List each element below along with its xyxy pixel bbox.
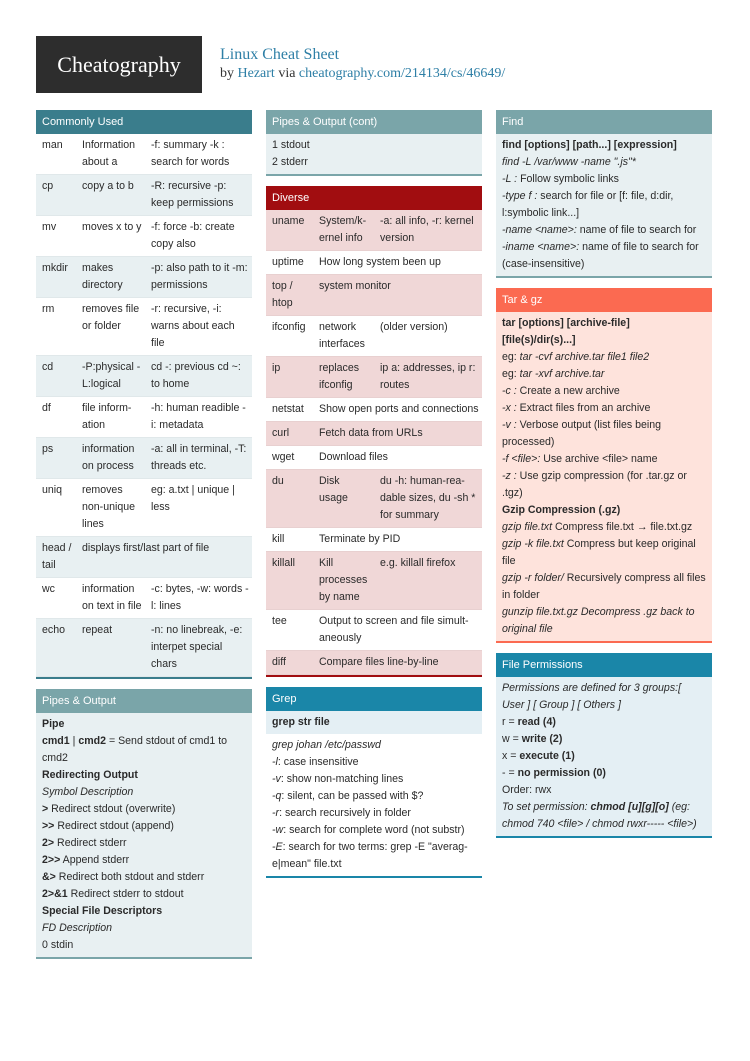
text-span: -L : xyxy=(502,173,518,185)
text-span: -z : xyxy=(502,470,517,482)
text-line: FD Description xyxy=(42,922,113,934)
description-cell: repeat xyxy=(76,619,145,677)
text-span: name of file to search for xyxy=(576,224,697,236)
text-span: -q xyxy=(272,790,282,802)
table-row xyxy=(266,251,482,275)
table-row xyxy=(36,537,252,578)
options-cell: -a: all in terminal, -T: threads etc. xyxy=(145,438,252,479)
options-cell: cd -: previous cd ~: to home xyxy=(145,356,252,397)
table-row xyxy=(266,651,482,675)
text-span: gzip file.txt xyxy=(502,521,553,533)
text-span: Use gzip compression (for .tar.gz or .tgz) xyxy=(502,470,687,499)
text-span: Extract files from an archive xyxy=(516,402,651,414)
text-span: Redirect stderr xyxy=(54,837,127,849)
text-span: tar -xvf archive.tar xyxy=(519,368,605,380)
description-cell: Compare files line-by-line xyxy=(313,651,482,675)
command-cell: cp xyxy=(36,175,76,216)
text-line xyxy=(266,822,482,839)
file-permissions-body xyxy=(496,677,712,838)
table-row xyxy=(266,210,482,251)
pipes-output-cont-section xyxy=(266,110,482,176)
description-cell: Disk usage xyxy=(313,470,374,528)
text-span: > xyxy=(42,803,49,815)
text-span: r xyxy=(502,716,506,728)
table-row xyxy=(266,610,482,651)
text-span: gzip -k file.txt xyxy=(502,538,564,550)
text-span: >> xyxy=(42,820,55,832)
description-cell: displays first/last part of file xyxy=(76,537,252,578)
tar-body xyxy=(496,312,712,643)
command-cell: uptime xyxy=(266,251,313,275)
text-line: gunzip file.txt.gz Decompress .gz back to original file xyxy=(502,606,695,635)
text-span: = xyxy=(509,733,522,745)
text-line xyxy=(496,714,712,731)
text-span: execute (1) xyxy=(519,750,575,762)
description-cell: System/kernel info xyxy=(313,210,374,251)
column-1 xyxy=(36,110,252,969)
text-span: -l xyxy=(272,756,278,768)
table-row xyxy=(36,175,252,216)
table-row xyxy=(36,257,252,298)
command-cell: mkdir xyxy=(36,257,76,298)
text-line: Special File Descriptors xyxy=(42,905,163,917)
grep-body xyxy=(266,711,482,878)
text-line: Order: rwx xyxy=(502,784,552,796)
text-span: : search recursively in folder xyxy=(279,807,411,819)
table-row xyxy=(266,446,482,470)
options-cell: (older version) xyxy=(374,316,482,357)
text-span: cmd2 xyxy=(78,735,107,747)
table-row xyxy=(266,528,482,552)
column-2 xyxy=(266,110,482,888)
text-line xyxy=(496,765,712,782)
text-line: find [options] [path...] [expression] xyxy=(502,139,677,151)
text-span: Compress file.txt → file.txt.gz xyxy=(552,521,693,533)
text-line xyxy=(496,222,712,239)
text-span: name of file to search for (case-insensitive) xyxy=(502,241,699,270)
text-span: - xyxy=(502,767,506,779)
command-cell: wget xyxy=(266,446,313,470)
text-line: Redirecting Output xyxy=(42,769,138,781)
section-title: Diverse xyxy=(266,186,482,210)
text-span: Redirect stdout (overwrite) xyxy=(48,803,176,815)
text-span: Compress but keep original file xyxy=(502,538,696,567)
text-line xyxy=(36,818,252,835)
text-line xyxy=(36,733,252,767)
text-span: = xyxy=(505,767,518,779)
description-cell: replaces ifconfig xyxy=(313,357,374,398)
text-span: Create a new archive xyxy=(516,385,620,397)
options-cell: -r: recursive, -i: warns about each file xyxy=(145,298,252,356)
command-cell: head / tail xyxy=(36,537,76,578)
text-line xyxy=(496,417,712,451)
text-span: Verbose output (list files being processed) xyxy=(502,419,661,448)
command-cell: netstat xyxy=(266,398,313,422)
grep-lines xyxy=(266,737,482,873)
table-row xyxy=(36,578,252,619)
text-line xyxy=(36,852,252,869)
description-cell: system monitor xyxy=(313,275,482,316)
text-span: 2>&1 xyxy=(42,888,68,900)
text-span: chmod [u][g][o] xyxy=(590,801,669,813)
pipes-output-section xyxy=(36,689,252,959)
command-cell: curl xyxy=(266,422,313,446)
options-cell: eg: a.txt | unique | less xyxy=(145,479,252,537)
description-cell: Fetch data from URLs xyxy=(313,422,482,446)
text-line: grep johan /etc/passwd xyxy=(272,739,381,751)
pipes-output-body xyxy=(36,713,252,959)
description-cell: network interfaces xyxy=(313,316,374,357)
text-span: 2> xyxy=(42,837,55,849)
text-line: tar [options] [archive-file] [file(s)/dir(s)...] xyxy=(502,317,630,346)
text-span: search for file or [f: file, d:dir, l:symbolic link...] xyxy=(502,190,674,219)
options-cell: -f: summary -k : search for words xyxy=(145,134,252,175)
text-line xyxy=(496,519,712,536)
text-line xyxy=(496,799,712,833)
text-line xyxy=(36,801,252,818)
text-line xyxy=(496,468,712,502)
text-span: : show non-matching lines xyxy=(280,773,404,785)
text-line xyxy=(266,805,482,822)
description-cell: Show open ports and connections xyxy=(313,398,482,422)
command-cell: ifconfig xyxy=(266,316,313,357)
diverse-table xyxy=(266,210,482,675)
byline xyxy=(220,66,505,82)
table-row xyxy=(36,356,252,397)
text-line: Pipe xyxy=(42,718,65,730)
text-line xyxy=(496,400,712,417)
text-line xyxy=(36,869,252,886)
table-row xyxy=(266,316,482,357)
text-line: find -L /var/www -name ".js"* xyxy=(502,156,636,168)
text-span: (eg: chmod 740 <file> / chmod rwxr----- <file>) xyxy=(502,801,697,830)
text-span: read (4) xyxy=(517,716,556,728)
tar-section xyxy=(496,288,712,643)
options-cell: du -h: human-readable sizes, du -sh * for summary xyxy=(374,470,482,528)
text-span: 2>> xyxy=(42,854,61,866)
diverse-section xyxy=(266,186,482,677)
site-logo[interactable]: Cheatography xyxy=(36,36,202,93)
text-line xyxy=(496,366,712,383)
text-line: 2 stderr xyxy=(272,156,308,168)
text-span: Follow symbolic links xyxy=(517,173,619,185)
text-span: -w xyxy=(272,824,284,836)
commonly-used-section xyxy=(36,110,252,679)
command-cell: cd xyxy=(36,356,76,397)
options-cell: e.g. killall firefox xyxy=(374,552,482,610)
text-span: : case insensitive xyxy=(277,756,359,768)
command-cell: tee xyxy=(266,610,313,651)
table-row xyxy=(266,357,482,398)
text-span: gzip -r folder/ xyxy=(502,572,564,584)
text-span: -name <name>: xyxy=(502,224,577,236)
text-span: Append stderr xyxy=(60,854,130,866)
sheet-url-link[interactable]: cheatography.com/214134/cs/46649/ xyxy=(298,66,506,81)
text-span: write (2) xyxy=(521,733,563,745)
section-title: File Permissions xyxy=(496,653,712,677)
text-span: tar -cvf archive.tar file1 file2 xyxy=(519,351,650,363)
text-span: -v : xyxy=(502,419,517,431)
text-span: Redirect stderr to stdout xyxy=(67,888,184,900)
text-line: 1 stdout xyxy=(272,139,310,151)
text-span: &> xyxy=(42,871,56,883)
table-row xyxy=(36,619,252,677)
text-line xyxy=(496,188,712,222)
via-label: via xyxy=(278,66,296,81)
table-row xyxy=(266,398,482,422)
command-cell: top / htop xyxy=(266,275,313,316)
text-span: eg: xyxy=(502,351,520,363)
command-cell: du xyxy=(266,470,313,528)
text-span: -E xyxy=(272,841,283,853)
text-line xyxy=(36,835,252,852)
text-span: -c : xyxy=(502,385,517,397)
text-span: eg: xyxy=(502,368,520,380)
table-row xyxy=(36,134,252,175)
text-span: = xyxy=(505,716,518,728)
command-cell: kill xyxy=(266,528,313,552)
text-span: To set permission: xyxy=(502,801,591,813)
text-line xyxy=(496,239,712,273)
text-span: no permission (0) xyxy=(517,767,606,779)
text-line xyxy=(496,383,712,400)
text-line xyxy=(496,349,712,366)
description-cell: How long system been up xyxy=(313,251,482,275)
text-span: Redirect stdout (append) xyxy=(54,820,174,832)
text-span: = xyxy=(507,750,520,762)
text-span: w xyxy=(502,733,510,745)
description-cell: makes directory xyxy=(76,257,145,298)
command-cell: man xyxy=(36,134,76,175)
text-line: 0 stdin xyxy=(42,939,74,951)
text-span: -iname <name>: xyxy=(502,241,580,253)
description-cell: removes non-unique lines xyxy=(76,479,145,537)
description-cell: -P:physical -L:logical xyxy=(76,356,145,397)
command-cell: uname xyxy=(266,210,313,251)
text-line xyxy=(496,570,712,604)
text-line xyxy=(496,451,712,468)
section-title: Tar & gz xyxy=(496,288,712,312)
column-3 xyxy=(496,110,712,848)
section-title: Find xyxy=(496,110,712,134)
page-title: Linux Cheat Sheet xyxy=(220,46,340,63)
table-row xyxy=(266,275,482,316)
find-section xyxy=(496,110,712,278)
text-span: -r xyxy=(272,807,280,819)
text-span: cmd1 xyxy=(42,735,70,747)
options-cell: -c: bytes, -w: words -l: lines xyxy=(145,578,252,619)
text-line xyxy=(266,771,482,788)
text-line xyxy=(36,886,252,903)
text-line: Symbol Description xyxy=(42,786,134,798)
description-cell: moves x to y xyxy=(76,216,145,257)
text-line xyxy=(496,171,712,188)
text-span: Redirect both stdout and stderr xyxy=(55,871,205,883)
options-cell: -R: recursive -p: keep permissions xyxy=(145,175,252,216)
grep-section xyxy=(266,687,482,878)
table-row xyxy=(36,479,252,537)
author-link[interactable]: Hezart xyxy=(237,66,275,81)
options-cell: -a: all info, -r: kernel version xyxy=(374,210,482,251)
table-row xyxy=(266,470,482,528)
text-span: : silent, can be passed with $? xyxy=(281,790,424,802)
command-cell: rm xyxy=(36,298,76,356)
table-row xyxy=(36,298,252,356)
text-span: : search for complete word (not substr) xyxy=(283,824,465,836)
table-row xyxy=(266,552,482,610)
text-line xyxy=(266,754,482,771)
text-line xyxy=(266,788,482,805)
command-cell: df xyxy=(36,397,76,438)
section-title: Commonly Used xyxy=(36,110,252,134)
text-line xyxy=(496,536,712,570)
text-span: | xyxy=(69,735,79,747)
options-cell: -f: force -b: create copy also xyxy=(145,216,252,257)
table-row xyxy=(36,216,252,257)
text-span: : search for two terms: grep -E "average|mean" file.txt xyxy=(272,841,468,870)
text-span: -type f : xyxy=(502,190,538,202)
command-cell: wc xyxy=(36,578,76,619)
description-cell: Kill processes by name xyxy=(313,552,374,610)
text-line: Gzip Compression (.gz) xyxy=(502,504,621,516)
description-cell: Download files xyxy=(313,446,482,470)
text-line: Permissions are defined for 3 groups:[ User ] [ Group ] [ Others ] xyxy=(502,682,682,711)
find-body xyxy=(496,134,712,278)
text-span: -v xyxy=(272,773,281,785)
command-cell: uniq xyxy=(36,479,76,537)
description-cell: copy a to b xyxy=(76,175,145,216)
command-cell: killall xyxy=(266,552,313,610)
description-cell: Terminate by PID xyxy=(313,528,482,552)
table-row xyxy=(266,422,482,446)
grep-heading: grep str file xyxy=(266,711,482,734)
text-span: Use archive <file> name xyxy=(540,453,658,465)
table-row xyxy=(36,397,252,438)
command-cell: mv xyxy=(36,216,76,257)
options-cell: ip a: addresses, ip r: routes xyxy=(374,357,482,398)
text-span: = Send stdout of cmd1 to cmd2 xyxy=(42,735,228,764)
file-permissions-section xyxy=(496,653,712,838)
text-span: -x : xyxy=(502,402,517,414)
command-cell: ip xyxy=(266,357,313,398)
text-line xyxy=(496,748,712,765)
options-cell: -p: also path to it -m: permissions xyxy=(145,257,252,298)
description-cell: removes file or folder xyxy=(76,298,145,356)
command-cell: diff xyxy=(266,651,313,675)
text-span: -f <file>: xyxy=(502,453,541,465)
description-cell: information on text in file xyxy=(76,578,145,619)
text-line xyxy=(496,731,712,748)
command-cell: echo xyxy=(36,619,76,677)
by-label: by xyxy=(220,66,234,81)
text-line xyxy=(266,839,482,873)
commonly-used-table xyxy=(36,134,252,677)
options-cell: -n: no linebreak, -e: interpet special chars xyxy=(145,619,252,677)
text-span: x xyxy=(502,750,508,762)
section-title: Grep xyxy=(266,687,482,711)
description-cell: file information xyxy=(76,397,145,438)
description-cell: information on process xyxy=(76,438,145,479)
pipes-output-cont-body xyxy=(266,134,482,176)
description-cell: Output to screen and file simultaneously xyxy=(313,610,482,651)
options-cell: -h: human readible -i: metadata xyxy=(145,397,252,438)
text-span: Recursively compress all files in folder xyxy=(502,572,706,601)
section-title: Pipes & Output (cont) xyxy=(266,110,482,134)
description-cell: Information about a xyxy=(76,134,145,175)
command-cell: ps xyxy=(36,438,76,479)
section-title: Pipes & Output xyxy=(36,689,252,713)
table-row xyxy=(36,438,252,479)
